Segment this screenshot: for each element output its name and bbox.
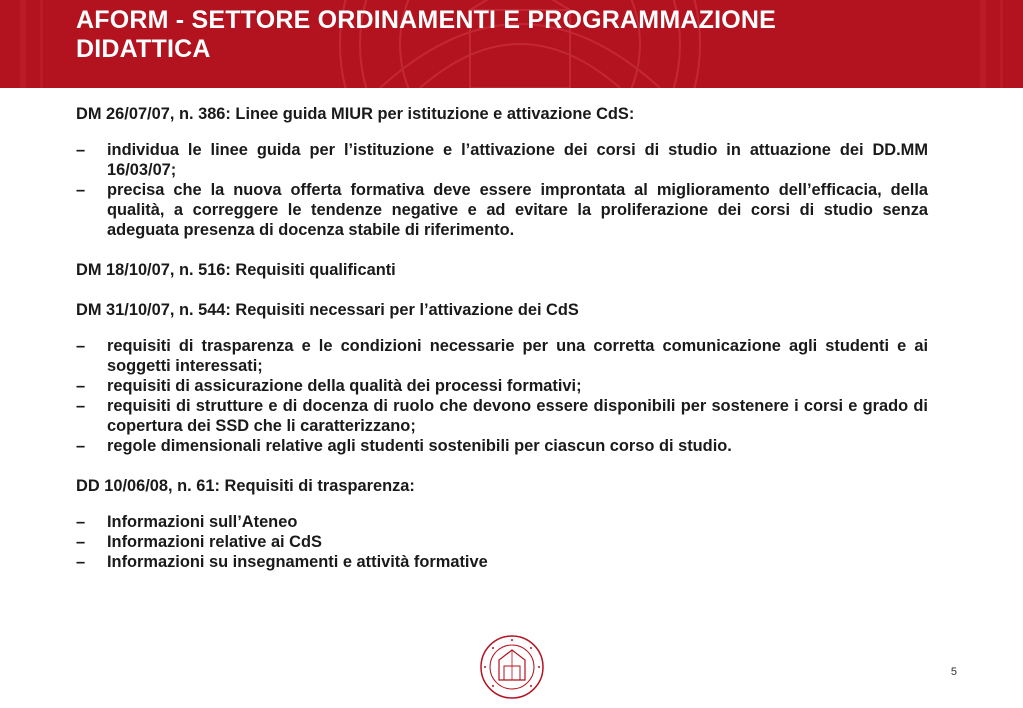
- list-item-text: requisiti di trasparenza e le condizioni necessarie per una corretta comunicazione agli studenti e ai soggetti interessati;: [107, 337, 928, 375]
- list-item-text: individua le linee guida per l’istituzione e l’attivazione dei corsi di studio in attuazione dei DD.MM 16/03/07;: [107, 141, 928, 179]
- university-seal-icon: [479, 634, 545, 700]
- section-heading-dm-544: DM 31/10/07, n. 544: Requisiti necessari per l’attivazione dei CdS: [76, 301, 579, 319]
- dash-bullet: –: [76, 181, 86, 199]
- list-item-text: regole dimensionali relative agli studenti sostenibili per ciascun corso di studio.: [107, 437, 732, 455]
- page-title: [76, 6, 996, 64]
- list-item: [76, 140, 928, 180]
- dash-bullet: –: [76, 553, 86, 571]
- dash-bullet: –: [76, 533, 86, 551]
- list-item: [76, 532, 928, 552]
- dash-bullet: –: [76, 377, 86, 395]
- section-list-dm-544: [76, 336, 928, 456]
- list-item-text: Informazioni su insegnamenti e attività formative: [107, 553, 488, 571]
- section-list-dm-386: [76, 140, 928, 240]
- section-list-dd-61: [76, 512, 928, 572]
- list-item-text: precisa che la nuova offerta formativa deve essere improntata al miglioramento dell’efficacia, della qualità, a correggere le tendenze negative e ad evitare la proliferazione dei corsi di studio senza adeguata presenza di docenza stabile di riferimento.: [107, 181, 928, 239]
- section-heading-dm-386: DM 26/07/07, n. 386: Linee guida MIUR per istituzione e attivazione CdS:: [76, 105, 635, 123]
- dash-bullet: –: [76, 437, 86, 455]
- list-item: [76, 512, 928, 532]
- list-item: [76, 552, 928, 572]
- list-item-text: requisiti di strutture e di docenza di ruolo che devono essere disponibili per sostenere i corsi e grado di copertura dei SSD che li caratterizzano;: [107, 397, 928, 435]
- dash-bullet: –: [76, 397, 86, 415]
- list-item-text: requisiti di assicurazione della qualità dei processi formativi;: [107, 377, 582, 395]
- title-line-2: DIDATTICA: [76, 35, 211, 63]
- list-item-text: Informazioni sull’Ateneo: [107, 513, 298, 531]
- page-number: 5: [950, 666, 957, 678]
- list-item: [76, 180, 928, 240]
- dash-bullet: –: [76, 337, 86, 355]
- title-line-1: AFORM - SETTORE ORDINAMENTI E PROGRAMMAZIONE: [76, 6, 776, 34]
- list-item-text: Informazioni relative ai CdS: [107, 533, 322, 551]
- list-item: [76, 376, 928, 396]
- section-heading-dm-516: DM 18/10/07, n. 516: Requisiti qualificanti: [76, 261, 396, 279]
- dash-bullet: –: [76, 141, 86, 159]
- list-item: [76, 336, 928, 376]
- list-item: [76, 396, 928, 436]
- slide-content: [76, 104, 928, 592]
- header-banner: [0, 0, 1023, 88]
- list-item: [76, 436, 928, 456]
- section-heading-dd-61: DD 10/06/08, n. 61: Requisiti di trasparenza:: [76, 477, 415, 495]
- dash-bullet: –: [76, 513, 86, 531]
